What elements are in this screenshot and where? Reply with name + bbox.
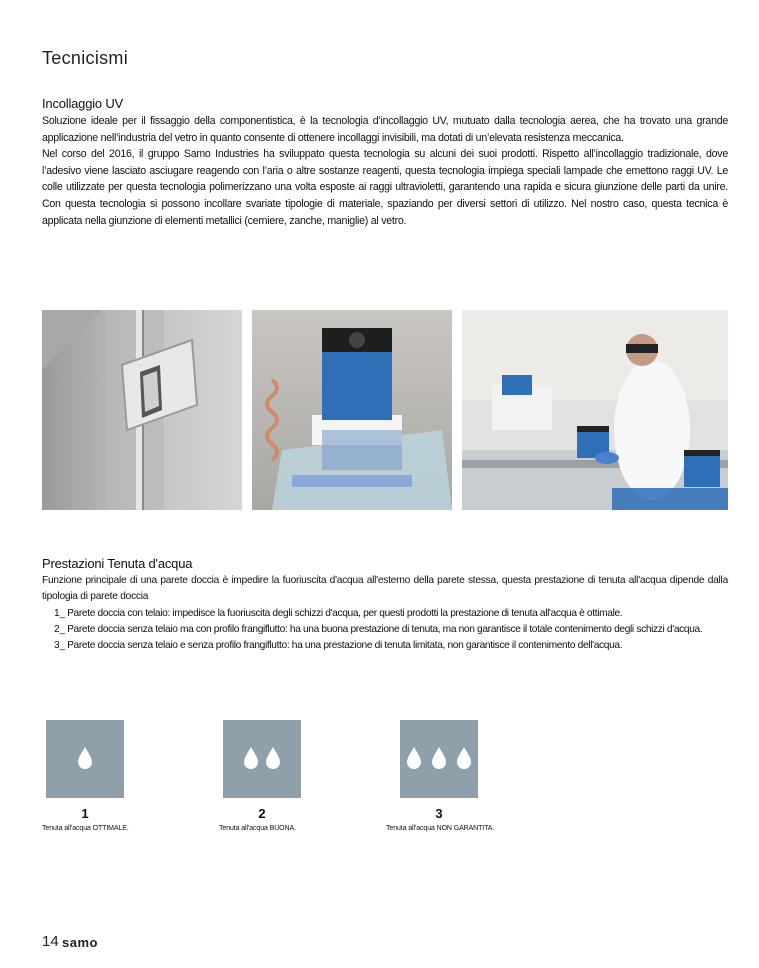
section-title: Tecnicismi [42,48,129,68]
rating-3-caption: Tenuta all'acqua NON GARANTITA. [386,825,495,832]
list-item: 1_ Parete doccia con telaio: impedisce la fuoriuscita degli schizzi d'acqua, per questi prodotti la prestazione di tenuta all'acqua è ottimale. [54,608,623,619]
page-number: 14 [42,933,59,950]
rating-2-number: 2 [258,806,266,821]
photo-lab-technician [462,310,728,510]
list-item: 3_ Parete doccia senza telaio e senza profilo frangiflutto: ha una prestazione di tenuta limitata, non garantisce il contenimento dell'acqua. [54,639,623,651]
water-list [54,606,702,653]
uv-paragraph-2: Nel corso del 2016, il gruppo Samo Industries ha sviluppato questa tecnologia su alcuni dei suoi prodotti. Rispetto all’incollaggio tradizionale, dove l’adesivo viene lasciato asciugare reagendo con l’aria o altre sostanze reagenti, questa tecnologia impiega speciali lampade che emettono raggi UV. Le colle utilizzate per questa tecnologia polimerizzano una volta esposte ai raggi ultravioletti, garantendo una rapida e sicura giunzione delle parti da unire. Con questa tecnologia si possono incollare svariate tipologie di materiale, spaziando per diversi settori di utilizzo. Nel nostro caso, questa tecnica è applicata nella giunzione di elementi metallici (cerniere, zanche, maniglie) al vetro. [42,148,728,227]
water-drop-icon [265,746,281,770]
rating-2-caption: Tenuta all'acqua BUONA. [219,825,296,832]
rating-2-icon [223,720,301,798]
photo-uv-lamp [252,310,452,510]
water-drop-icon [77,746,93,770]
water-drop-icon [431,746,447,770]
water-drop-icon [406,746,422,770]
uv-paragraph-1: Soluzione ideale per il fissaggio della componentistica, è la tecnologia d’incollaggio UV, mutuato dalla tecnologia aerea, che ha trovato una grande applicazione nell’industria del vetro in quanto consente di ottenere incollaggi invisibili, ma dotati di un’elevata resistenza meccanica. [42,115,728,144]
water-drop-icon [243,746,259,770]
uv-heading: Incollaggio UV [42,96,124,111]
water-intro: Funzione principale di una parete doccia è impedire la fuoriuscita d'acqua all'esterno della parete stessa, questa prestazione di tenuta all'acqua dipende dalla tipologia di parete doccia [42,575,728,602]
water-drop-icon [456,746,472,770]
uv-text [42,113,728,229]
rating-1-icon [46,720,124,798]
photo-glass-hinge [42,310,242,510]
rating-1-number: 1 [81,806,89,821]
list-item: 2_ Parete doccia senza telaio ma con profilo frangiflutto: ha una buona prestazione di tenuta, ma non garantisce il totale contenimento degli schizzi d'acqua. [54,623,703,635]
brand-logo: samo [62,935,98,950]
rating-3-number: 3 [435,806,443,821]
rating-1-caption: Tenuta all'acqua OTTIMALE. [42,825,129,832]
rating-3-icon [400,720,478,798]
water-heading: Prestazioni Tenuta d'acqua [42,556,193,571]
